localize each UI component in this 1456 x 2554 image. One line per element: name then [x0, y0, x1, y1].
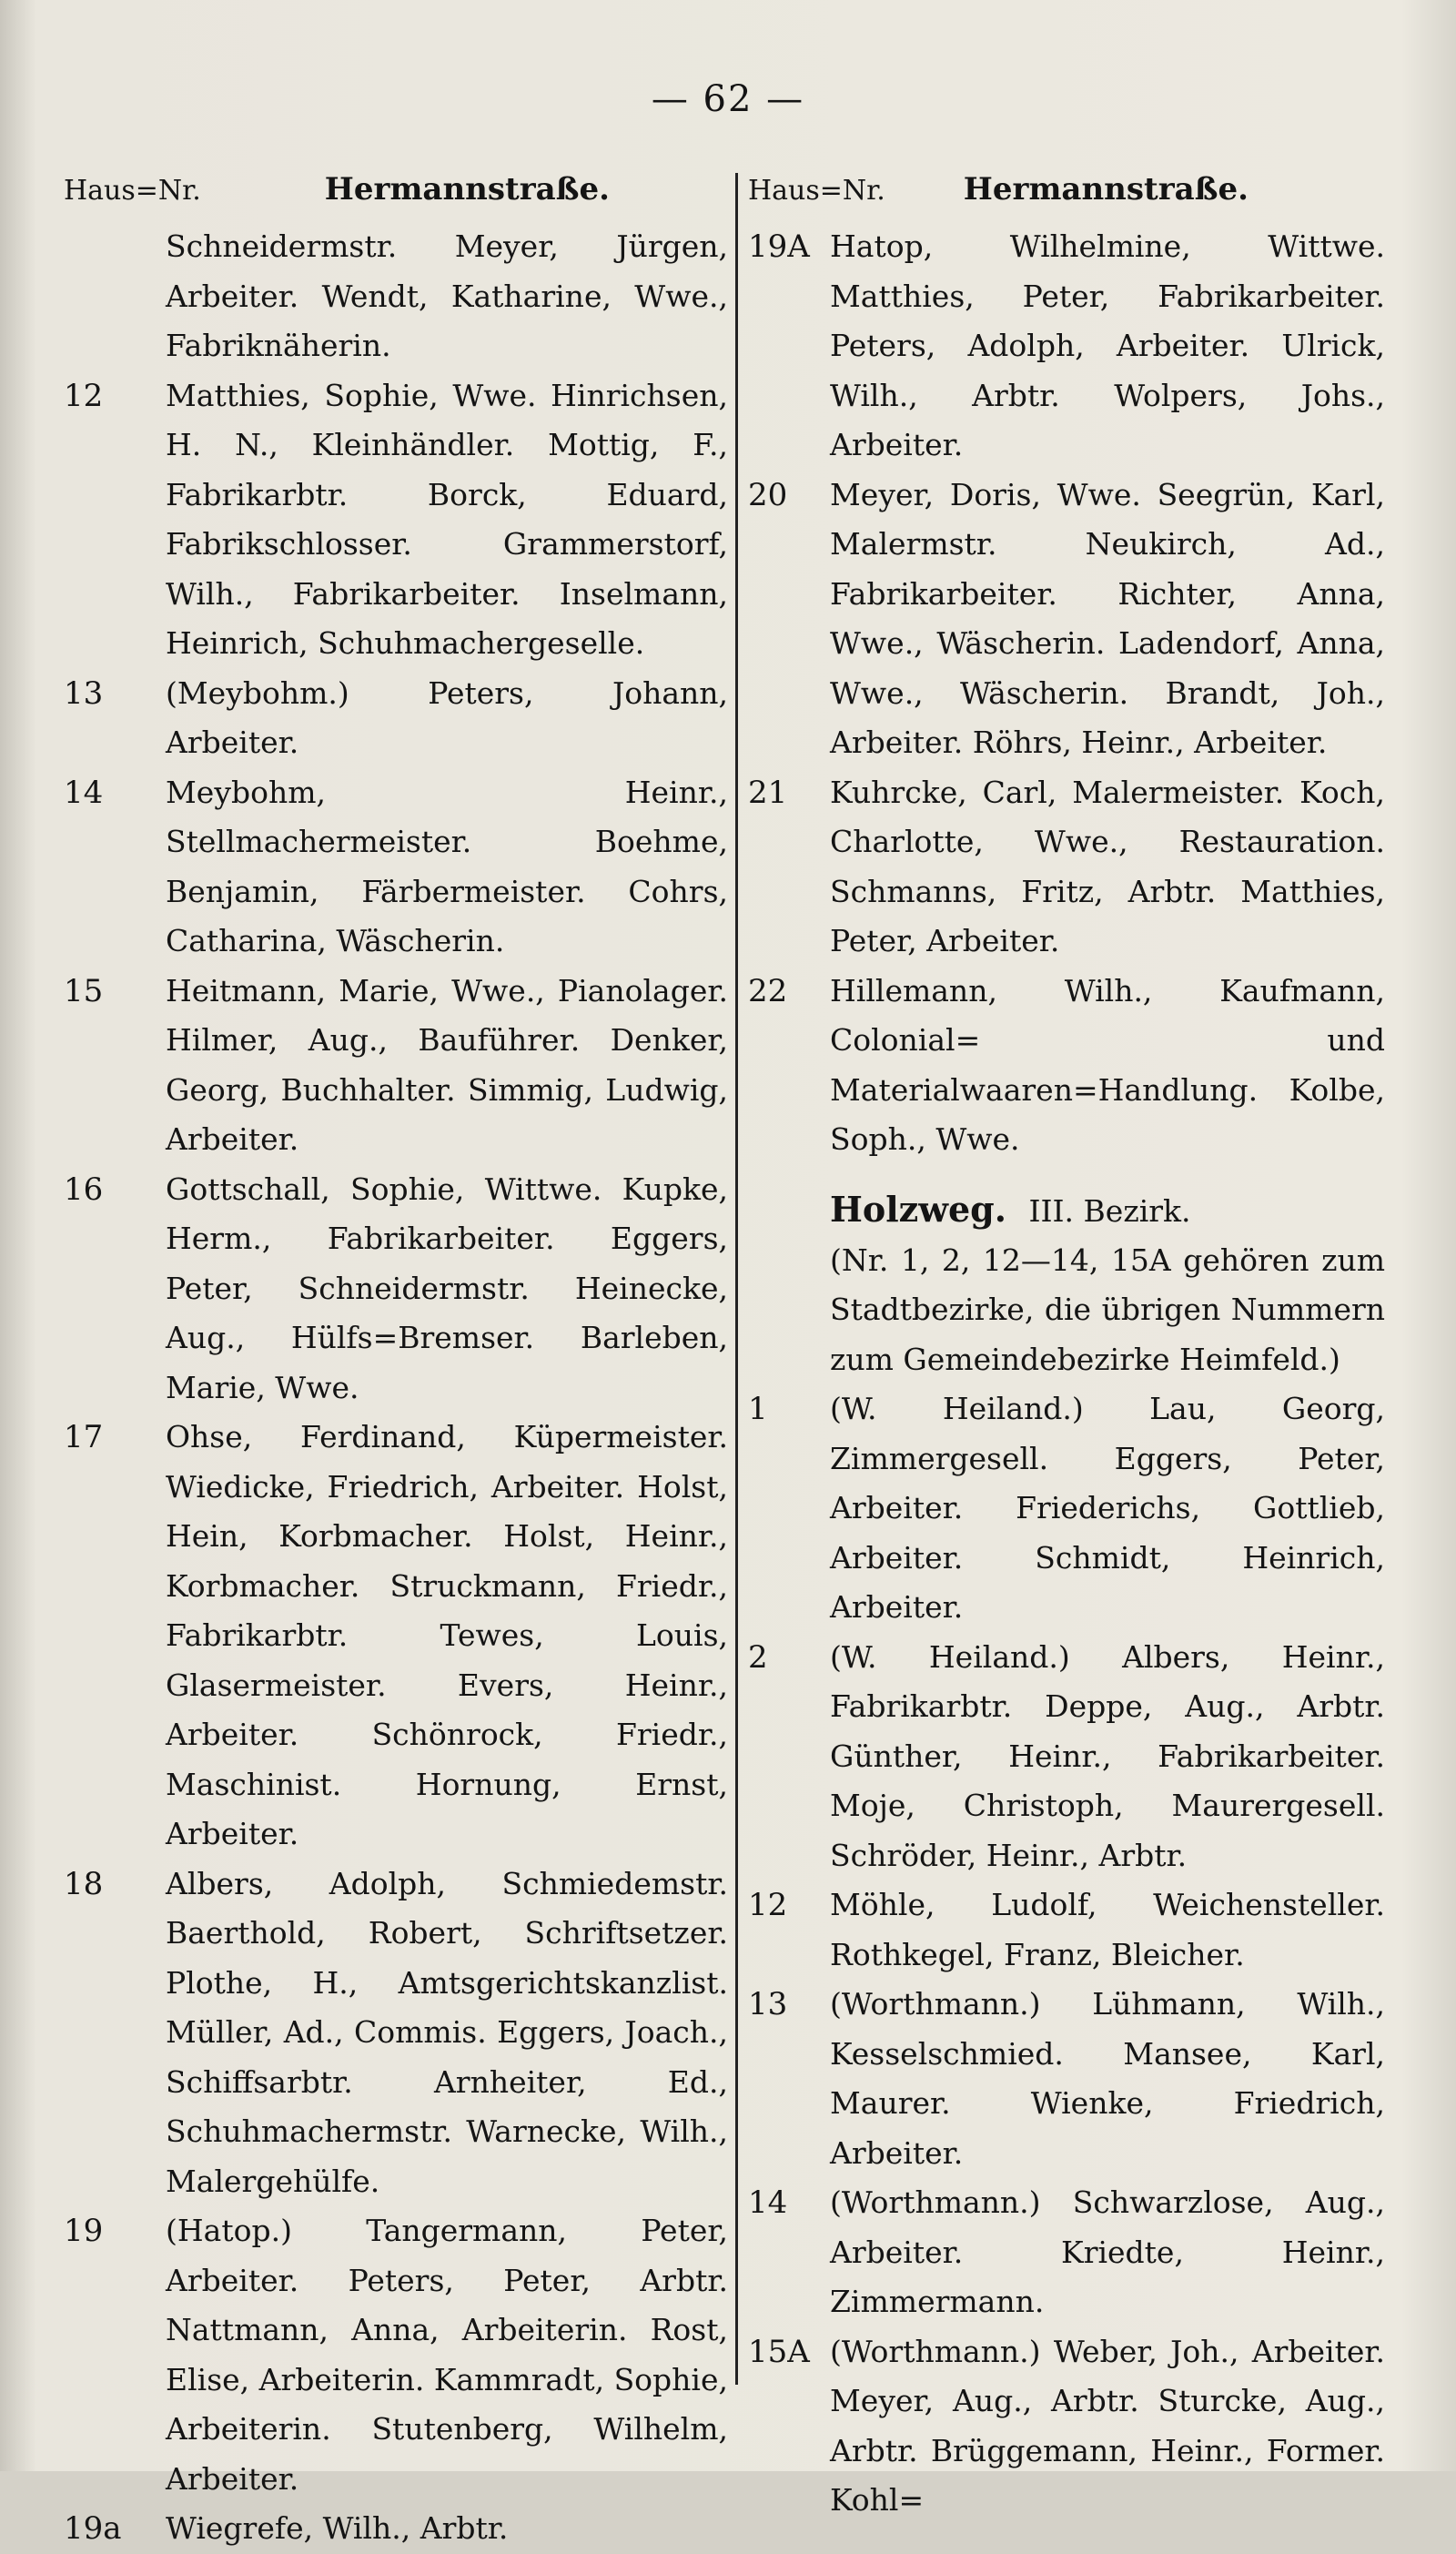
house-number-label: Haus=Nr. — [64, 175, 201, 207]
directory-entry — [748, 2327, 1385, 2526]
directory-entry — [64, 222, 728, 371]
section-district: III. Bezirk. — [1028, 1192, 1191, 1229]
resident-list: Matthies, Sophie, Wwe. Hinrichsen, H. N., Kleinhändler. Mottig, F., Fabrikarbtr. Borck, Eduard, Fabrikschlosser. Grammerstorf, Wilh., Fabrikarbeiter. Inselmann, Heinrich, Schuhmachergeselle. — [166, 377, 728, 661]
house-number: 2 — [748, 1638, 768, 1676]
resident-list: Schneidermstr. Meyer, Jürgen, Arbeiter. Wendt, Katharine, Wwe., Fabriknäherin. — [166, 228, 728, 363]
resident-list: Hillemann, Wilh., Kaufmann, Colonial= und Materialwaaren=Handlung. Kolbe, Soph., Wwe. — [830, 972, 1385, 1157]
street-name: Hermannstraße. — [324, 171, 610, 208]
house-number: 12 — [64, 377, 104, 414]
directory-entry — [748, 1384, 1385, 1633]
directory-entry — [748, 1880, 1385, 1980]
directory-entry — [748, 1633, 1385, 1881]
directory-entry — [64, 371, 728, 669]
right-entries — [748, 222, 1385, 1165]
resident-list: Wiegrefe, Wilh., Arbtr. — [166, 2510, 509, 2546]
directory-entry — [748, 768, 1385, 967]
resident-list: Gottschall, Sophie, Wittwe. Kupke, Herm., Fabrikarbeiter. Eggers, Peter, Schneidermstr. Heinecke, Aug., Hülfs=Bremser. Barleben, Marie, Wwe. — [166, 1171, 728, 1405]
house-number: 13 — [748, 1986, 788, 2022]
resident-list: (Worthmann.) Schwarzlose, Aug., Arbeiter. Kriedte, Heinr., Zimmermann. — [830, 2184, 1385, 2319]
house-number: 22 — [748, 972, 788, 1009]
house-number: 19A — [748, 228, 810, 265]
right-entries-holzweg — [748, 1384, 1385, 2526]
left-column-header — [64, 171, 728, 222]
directory-entry — [748, 2178, 1385, 2327]
house-number: 14 — [64, 774, 104, 811]
directory-entry — [64, 669, 728, 768]
resident-list: Hatop, Wilhelmine, Wittwe. Matthies, Peter, Fabrikarbeiter. Peters, Adolph, Arbeiter. Ulrick, Wilh., Arbtr. Wolpers, Johs., Arbeiter. — [830, 228, 1385, 462]
house-number: 20 — [748, 476, 788, 513]
house-number: 15A — [748, 2333, 810, 2370]
directory-entry — [64, 967, 728, 1165]
resident-list: Heitmann, Marie, Wwe., Pianolager. Hilmer, Aug., Bauführer. Denker, Georg, Buchhalter. Simmig, Ludwig, Arbeiter. — [166, 972, 728, 1157]
directory-entry — [64, 2206, 728, 2504]
section-heading — [830, 1185, 1385, 1236]
right-column-header — [748, 171, 1385, 222]
resident-list: Ohse, Ferdinand, Küpermeister. Wiedicke, Friedrich, Arbeiter. Holst, Hein, Korbmacher. Holst, Heinr., Korbmacher. Struckmann, Friedr., Fabrikarbtr. Tewes, Louis, Glasermeister. Evers, Heinr., Arbeiter. Schönrock, Friedr., Maschinist. Hornung, Ernst, Arbeiter. — [166, 1419, 728, 1851]
directory-entry — [64, 768, 728, 967]
resident-list: Albers, Adolph, Schmiedemstr. Baerthold, Robert, Schriftsetzer. Plothe, H., Amtsgerichtskanzlist. Müller, Ad., Commis. Eggers, Joach., Schiffsarbtr. Arnheiter, Ed., Schuhmachermstr. Warnecke, Wilh., Malergehülfe. — [166, 1865, 728, 2199]
column-divider — [735, 173, 738, 2385]
house-number: 17 — [64, 1419, 104, 1455]
street-name: Hermannstraße. — [963, 171, 1249, 208]
resident-list: (W. Heiland.) Albers, Heinr., Fabrikarbtr. Deppe, Aug., Arbtr. Günther, Heinr., Fabrikarbeiter. Moje, Christoph, Maurergesell. Schröder, Heinr., Arbtr. — [830, 1638, 1385, 1873]
house-number: 19 — [64, 2213, 104, 2249]
left-column — [64, 171, 728, 2554]
directory-entry — [64, 1860, 728, 2207]
resident-list: Meyer, Doris, Wwe. Seegrün, Karl, Malermstr. Neukirch, Ad., Fabrikarbeiter. Richter, Anna, Wwe., Wäscherin. Ladendorf, Anna, Wwe., Wäscherin. Brandt, Joh., Arbeiter. Röhrs, Heinr., Arbeiter. — [830, 476, 1385, 760]
house-number: 21 — [748, 774, 788, 811]
resident-list: Meybohm, Heinr., Stellmachermeister. Boehme, Benjamin, Färbermeister. Cohrs, Catharina, Wäscherin. — [166, 774, 728, 958]
right-column — [748, 171, 1385, 2526]
house-number: 16 — [64, 1171, 104, 1208]
house-number: 19a — [64, 2510, 122, 2547]
directory-entry — [748, 967, 1385, 1165]
left-entries — [64, 222, 728, 2554]
house-number-label: Haus=Nr. — [748, 175, 885, 207]
directory-entry — [748, 471, 1385, 768]
house-number: 15 — [64, 972, 104, 1009]
directory-entry — [64, 2504, 728, 2554]
resident-list: (Hatop.) Tangermann, Peter, Arbeiter. Peters, Peter, Arbtr. Nattmann, Anna, Arbeiterin. Rost, Elise, Arbeiterin. Kammradt, Sophie, Arbeiterin. Stutenberg, Wilhelm, Arbeiter. — [166, 2213, 728, 2497]
resident-list: (Worthmann.) Weber, Joh., Arbeiter. Meyer, Aug., Arbtr. Sturcke, Aug., Arbtr. Brüggemann, Heinr., Former. Kohl= — [830, 2333, 1385, 2518]
house-number: 1 — [748, 1391, 768, 1427]
directory-entry — [748, 222, 1385, 471]
directory-entry — [64, 1165, 728, 1414]
house-number: 14 — [748, 2184, 788, 2221]
resident-list: Kuhrcke, Carl, Malermeister. Koch, Charlotte, Wwe., Restauration. Schmanns, Fritz, Arbtr. Matthies, Peter, Arbeiter. — [830, 774, 1385, 958]
house-number: 12 — [748, 1887, 788, 1923]
page-number: — 62 — — [651, 78, 805, 120]
house-number: 18 — [64, 1865, 104, 1902]
resident-list: (W. Heiland.) Lau, Georg, Zimmergesell. Eggers, Peter, Arbeiter. Friederichs, Gottlieb, Arbeiter. Schmidt, Heinrich, Arbeiter. — [830, 1391, 1385, 1625]
directory-entry — [64, 1413, 728, 1860]
resident-list: (Worthmann.) Lühmann, Wilh., Kesselschmied. Mansee, Karl, Maurer. Wienke, Friedrich, Arbeiter. — [830, 1986, 1385, 2171]
section-title: Holzweg. — [830, 1188, 1006, 1230]
section-note: (Nr. 1, 2, 12—14, 15A gehören zum Stadtbezirke, die übrigen Nummern zum Gemeindebezirke Heimfeld.) — [830, 1242, 1385, 1377]
directory-entry — [748, 1980, 1385, 2178]
resident-list: (Meybohm.) Peters, Johann, Arbeiter. — [166, 674, 728, 760]
resident-list: Möhle, Ludolf, Weichensteller. Rothkegel, Franz, Bleicher. — [830, 1887, 1385, 1972]
house-number: 13 — [64, 674, 104, 712]
